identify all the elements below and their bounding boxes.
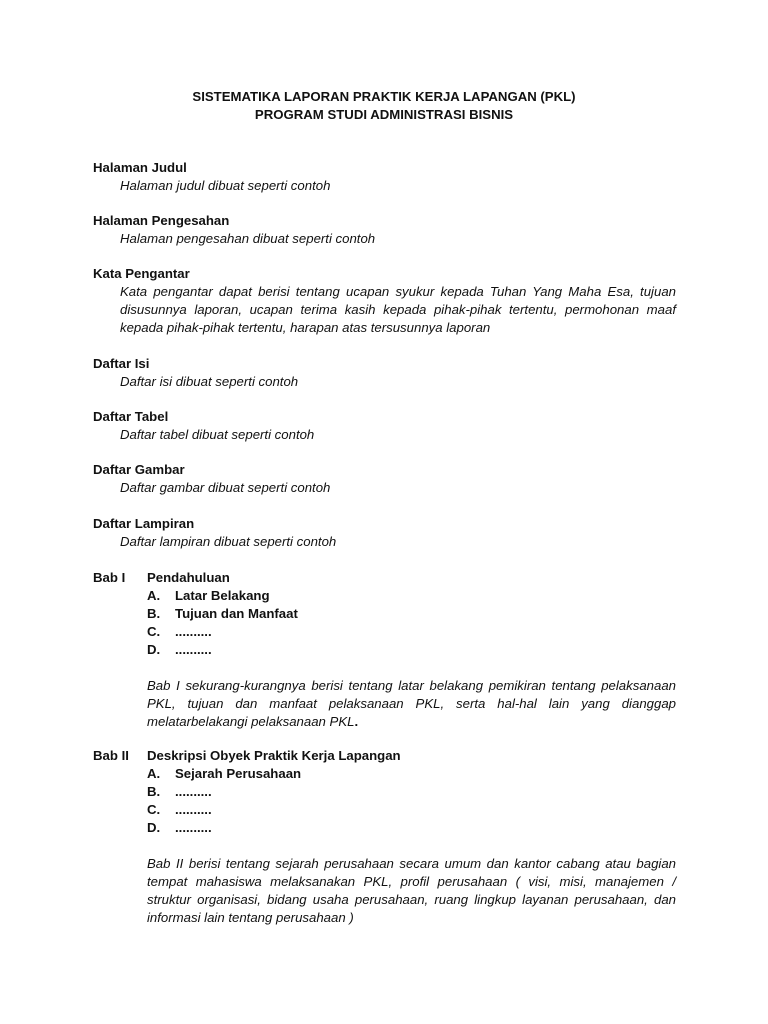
list-item: B. Tujuan dan Manfaat bbox=[147, 606, 298, 621]
section-heading: Daftar Isi bbox=[93, 356, 150, 371]
bab-2 bbox=[93, 747, 676, 927]
section-description: Halaman pengesahan dibuat seperti contoh bbox=[120, 231, 376, 246]
bab-1 bbox=[93, 569, 676, 731]
list-item: A. Latar Belakang bbox=[147, 588, 270, 603]
list-item: D. .......... bbox=[147, 642, 212, 657]
document-title: SISTEMATIKA LAPORAN PRAKTIK KERJA LAPANGAN (PKL) bbox=[192, 89, 576, 104]
list-item: C. .......... bbox=[147, 624, 212, 639]
bab-title: Pendahuluan bbox=[147, 570, 230, 585]
section-halaman-pengesahan bbox=[93, 212, 676, 248]
bab-number: Bab II bbox=[93, 748, 129, 763]
bab-heading bbox=[93, 747, 676, 765]
section-heading: Daftar Lampiran bbox=[93, 516, 195, 531]
section-heading: Kata Pengantar bbox=[93, 266, 190, 281]
section-kata-pengantar bbox=[93, 265, 676, 337]
bab-description: Bab I sekurang-kurangnya berisi tentang latar belakang pemikiran tentang pelaksanaan PKL, tujuan dan manfaat pelaksanaan PKL, serta hal-hal lain yang dianggap melatarbelakangi pelaksanaan PKL. bbox=[147, 678, 676, 729]
section-heading: Daftar Tabel bbox=[93, 409, 169, 424]
section-description: Daftar gambar dibuat seperti contoh bbox=[120, 480, 331, 495]
section-daftar-isi bbox=[93, 355, 676, 391]
section-heading: Halaman Judul bbox=[93, 160, 187, 175]
program-title: PROGRAM STUDI ADMINISTRASI BISNIS bbox=[254, 107, 514, 122]
section-description: Halaman judul dibuat seperti contoh bbox=[120, 178, 331, 193]
section-heading: Halaman Pengesahan bbox=[93, 213, 230, 228]
section-description: Kata pengantar dapat berisi tentang ucapan syukur kepada Tuhan Yang Maha Esa, tujuan disusunnya laporan, ucapan terima kasih kepada pihak-pihak tertentu, permohonan maaf kepada pihak-pihak tertentu, harapan atas tersusunnya laporan bbox=[120, 284, 676, 335]
section-daftar-lampiran bbox=[93, 515, 676, 551]
bab-subsection-list bbox=[147, 587, 676, 659]
bab-heading bbox=[93, 569, 676, 587]
bab-subsection-list bbox=[147, 765, 676, 837]
list-item: B. .......... bbox=[147, 784, 212, 799]
section-description: Daftar lampiran dibuat seperti contoh bbox=[120, 534, 337, 549]
section-daftar-gambar bbox=[93, 461, 676, 497]
section-halaman-judul bbox=[93, 159, 676, 195]
list-item: C. .......... bbox=[147, 802, 212, 817]
list-item: A. Sejarah Perusahaan bbox=[147, 766, 302, 781]
section-description: Daftar tabel dibuat seperti contoh bbox=[120, 427, 315, 442]
list-item: D. .......... bbox=[147, 820, 212, 835]
section-heading: Daftar Gambar bbox=[93, 462, 185, 477]
section-daftar-tabel bbox=[93, 408, 676, 444]
section-description: Daftar isi dibuat seperti contoh bbox=[120, 374, 299, 389]
bab-title: Deskripsi Obyek Praktik Kerja Lapangan bbox=[147, 748, 401, 763]
bab-number: Bab I bbox=[93, 570, 126, 585]
bab-description: Bab II berisi tentang sejarah perusahaan secara umum dan kantor cabang atau bagian tempat mahasiswa melaksanakan PKL, profil perusahaan ( visi, misi, manajemen / struktur organisasi, bidang usaha perusahaan, ruang lingkup layanan perusahaan, dan informasi lain tentang perusahaan ) bbox=[147, 856, 676, 925]
